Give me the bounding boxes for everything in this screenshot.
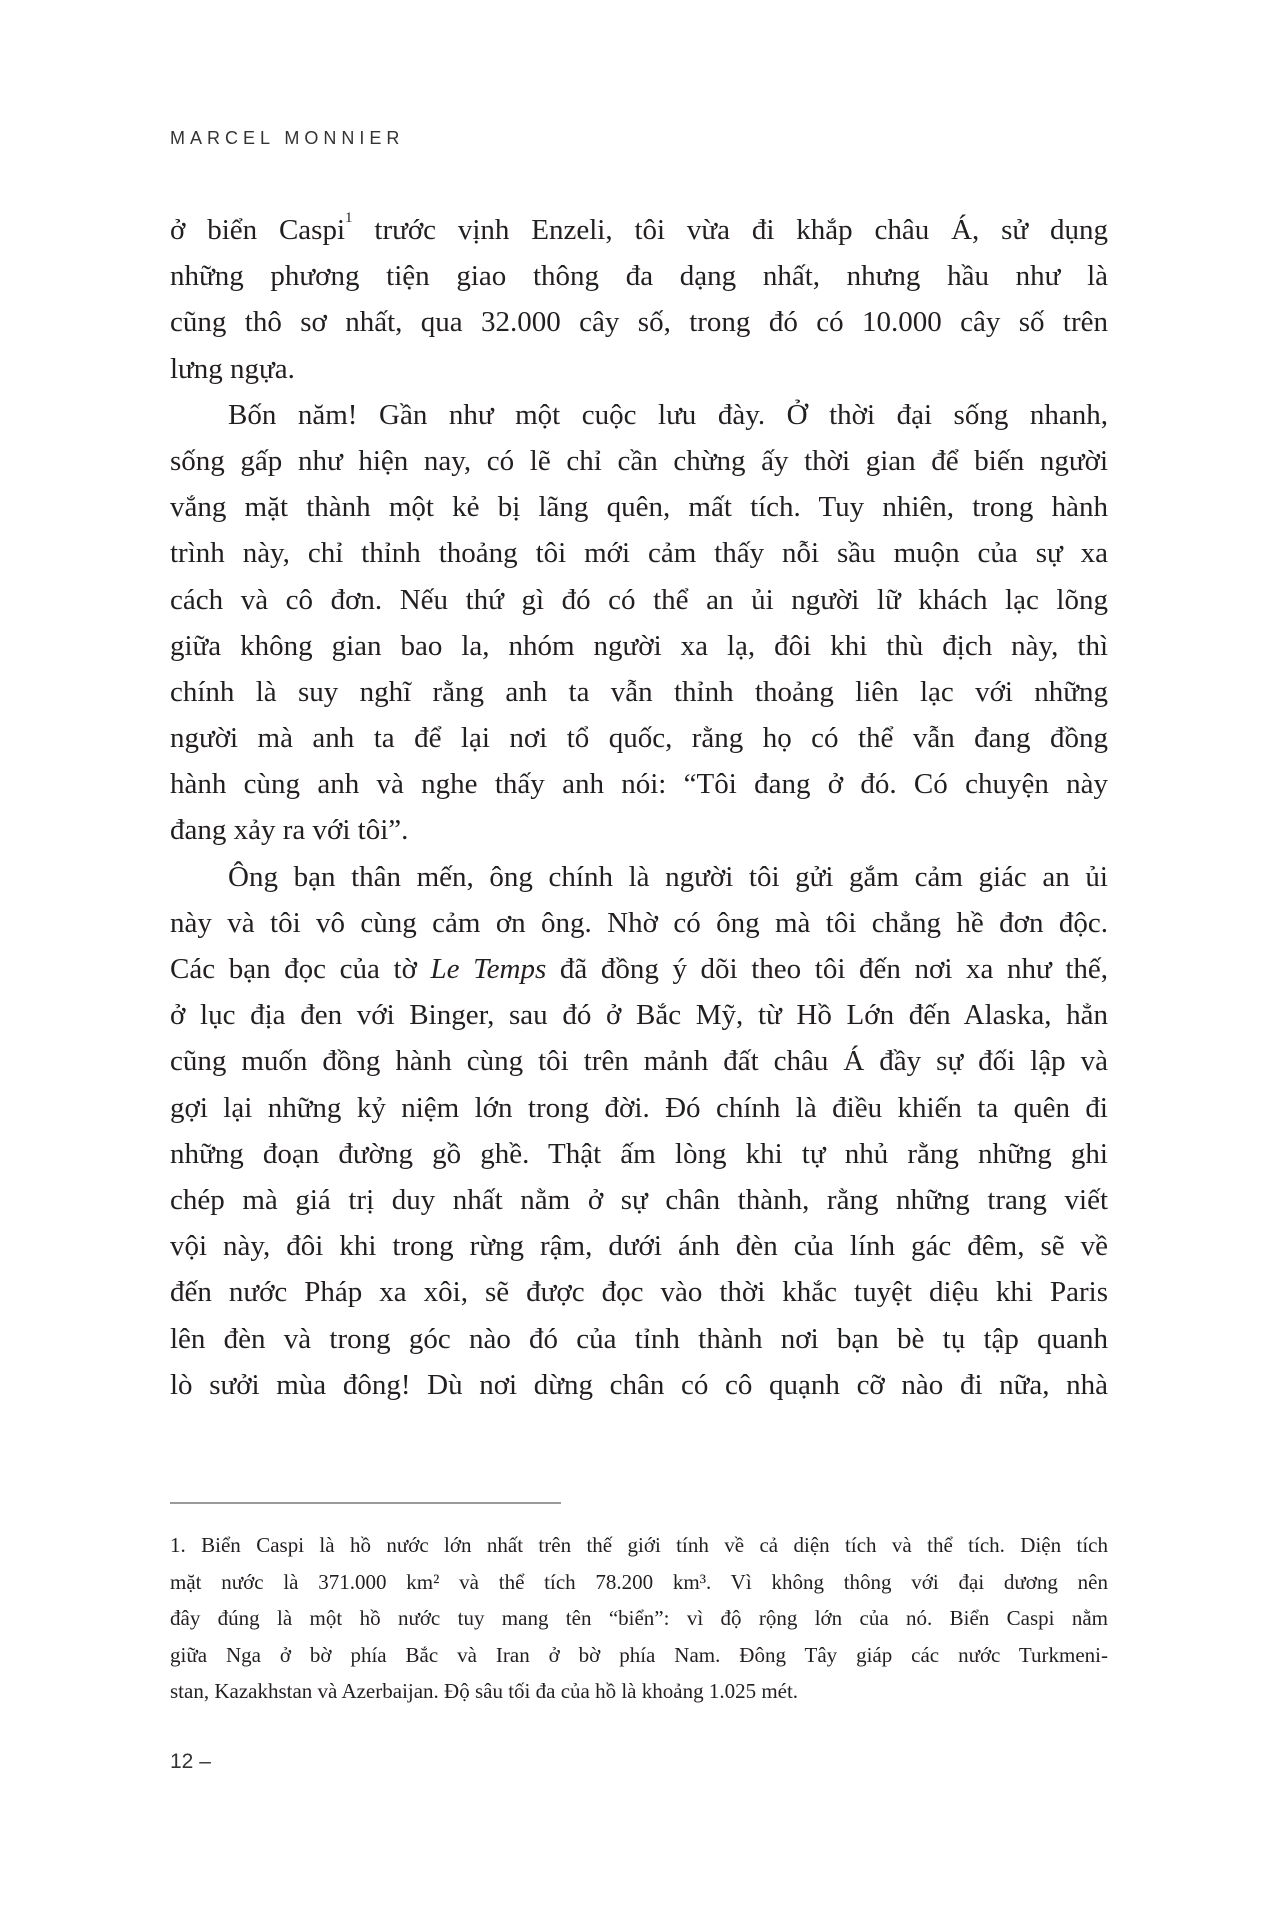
text-line: trình này, chỉ thỉnh thoảng tôi mới cảm thấy nỗi sầu muộn của sự xa xyxy=(170,537,1108,570)
text-line: những phương tiện giao thông đa dạng nhất, nhưng hầu như là xyxy=(170,260,1108,293)
text-line: Ông bạn thân mến, ông chính là người tôi gửi gắm cảm giác an ủi xyxy=(228,860,1108,893)
paragraph-3 xyxy=(170,854,1108,1408)
text-segment: Các bạn đọc của tờ xyxy=(170,953,431,985)
footnote-ref[interactable]: 1 xyxy=(345,210,353,226)
text-line: cách và cô đơn. Nếu thứ gì đó có thể an ủi người lữ khách lạc lõng xyxy=(170,583,1108,616)
running-header: MARCEL MONNIER xyxy=(170,128,405,148)
footnote xyxy=(170,1527,1108,1710)
text-line: lò sưởi mùa đông! Dù nơi dừng chân có cô quạnh cỡ nào đi nữa, nhà xyxy=(170,1368,1108,1401)
text-line: cũng thô sơ nhất, qua 32.000 cây số, trong đó có 10.000 cây số trên xyxy=(170,306,1108,339)
text-line: giữa không gian bao la, nhóm người xa lạ, đôi khi thù địch này, thì xyxy=(170,629,1108,662)
text-segment: đã đồng ý dõi theo tôi đến nơi xa như thế, xyxy=(546,953,1108,985)
publication-title: Le Temps xyxy=(430,953,547,985)
text-line: vắng mặt thành một kẻ bị lãng quên, mất tích. Tuy nhiên, trong hành xyxy=(170,491,1108,524)
text-line: chính là suy nghĩ rằng anh ta vẫn thỉnh thoảng liên lạc với những xyxy=(170,675,1108,708)
page-number: 12 – xyxy=(170,1750,211,1773)
text-line: người mà anh ta để lại nơi tổ quốc, rằng họ có thể vẫn đang đồng xyxy=(170,722,1108,755)
text-line: vội này, đôi khi trong rừng rậm, dưới ánh đèn của lính gác đêm, sẽ về xyxy=(170,1230,1108,1263)
text-line: mặt nước là 371.000 km² và thể tích 78.200 km³. Vì không thông với đại dương nên xyxy=(170,1569,1108,1594)
text-line: giữa Nga ở bờ phía Bắc và Iran ở bờ phía Nam. Đông Tây giáp các nước Turkmeni- xyxy=(170,1642,1108,1667)
text-line: lên đèn và trong góc nào đó của tỉnh thành nơi bạn bè tụ tập quanh xyxy=(170,1322,1108,1355)
footnote-divider xyxy=(170,1502,561,1504)
text-line: chép mà giá trị duy nhất nằm ở sự chân thành, rằng những trang viết xyxy=(170,1183,1108,1216)
text-line: stan, Kazakhstan và Azerbaijan. Độ sâu tối đa của hồ là khoảng 1.025 mét. xyxy=(170,1679,799,1703)
text-line: sống gấp như hiện nay, có lẽ chỉ cần chừng ấy thời gian để biến người xyxy=(170,444,1108,477)
text-line: đây đúng là một hồ nước tuy mang tên “biển”: vì độ rộng lớn của nó. Biển Caspi nằm xyxy=(170,1606,1108,1630)
text-line xyxy=(170,946,1108,992)
text-line: ở lục địa đen với Binger, sau đó ở Bắc Mỹ, từ Hồ Lớn đến Alaska, hẳn xyxy=(170,999,1108,1032)
text-line: 1. Biển Caspi là hồ nước lớn nhất trên thế giới tính về cả diện tích và thể tích. Diện tích xyxy=(170,1533,1108,1557)
paragraph-1 xyxy=(170,207,1108,392)
text-line xyxy=(170,207,1108,253)
text-segment: ở biển Caspi xyxy=(170,214,346,246)
text-line: lưng ngựa. xyxy=(170,352,295,385)
text-line: này và tôi vô cùng cảm ơn ông. Nhờ có ông mà tôi chẳng hề đơn độc. xyxy=(170,906,1108,939)
text-segment: trước vịnh Enzeli, tôi vừa đi khắp châu Á, sử dụng xyxy=(352,214,1108,246)
body-text xyxy=(170,207,1108,1408)
text-line: Bốn năm! Gần như một cuộc lưu đày. Ở thời đại sống nhanh, xyxy=(228,398,1108,431)
paragraph-2 xyxy=(170,392,1108,854)
text-line: đang xảy ra với tôi”. xyxy=(170,814,409,847)
text-line: hành cùng anh và nghe thấy anh nói: “Tôi đang ở đó. Có chuyện này xyxy=(170,768,1108,801)
text-line: gợi lại những kỷ niệm lớn trong đời. Đó chính là điều khiến ta quên đi xyxy=(170,1091,1108,1124)
text-line: những đoạn đường gồ ghề. Thật ấm lòng khi tự nhủ rằng những ghi xyxy=(170,1137,1108,1170)
text-line: đến nước Pháp xa xôi, sẽ được đọc vào thời khắc tuyệt diệu khi Paris xyxy=(170,1276,1108,1309)
text-line: cũng muốn đồng hành cùng tôi trên mảnh đất châu Á đầy sự đối lập và xyxy=(170,1045,1108,1078)
